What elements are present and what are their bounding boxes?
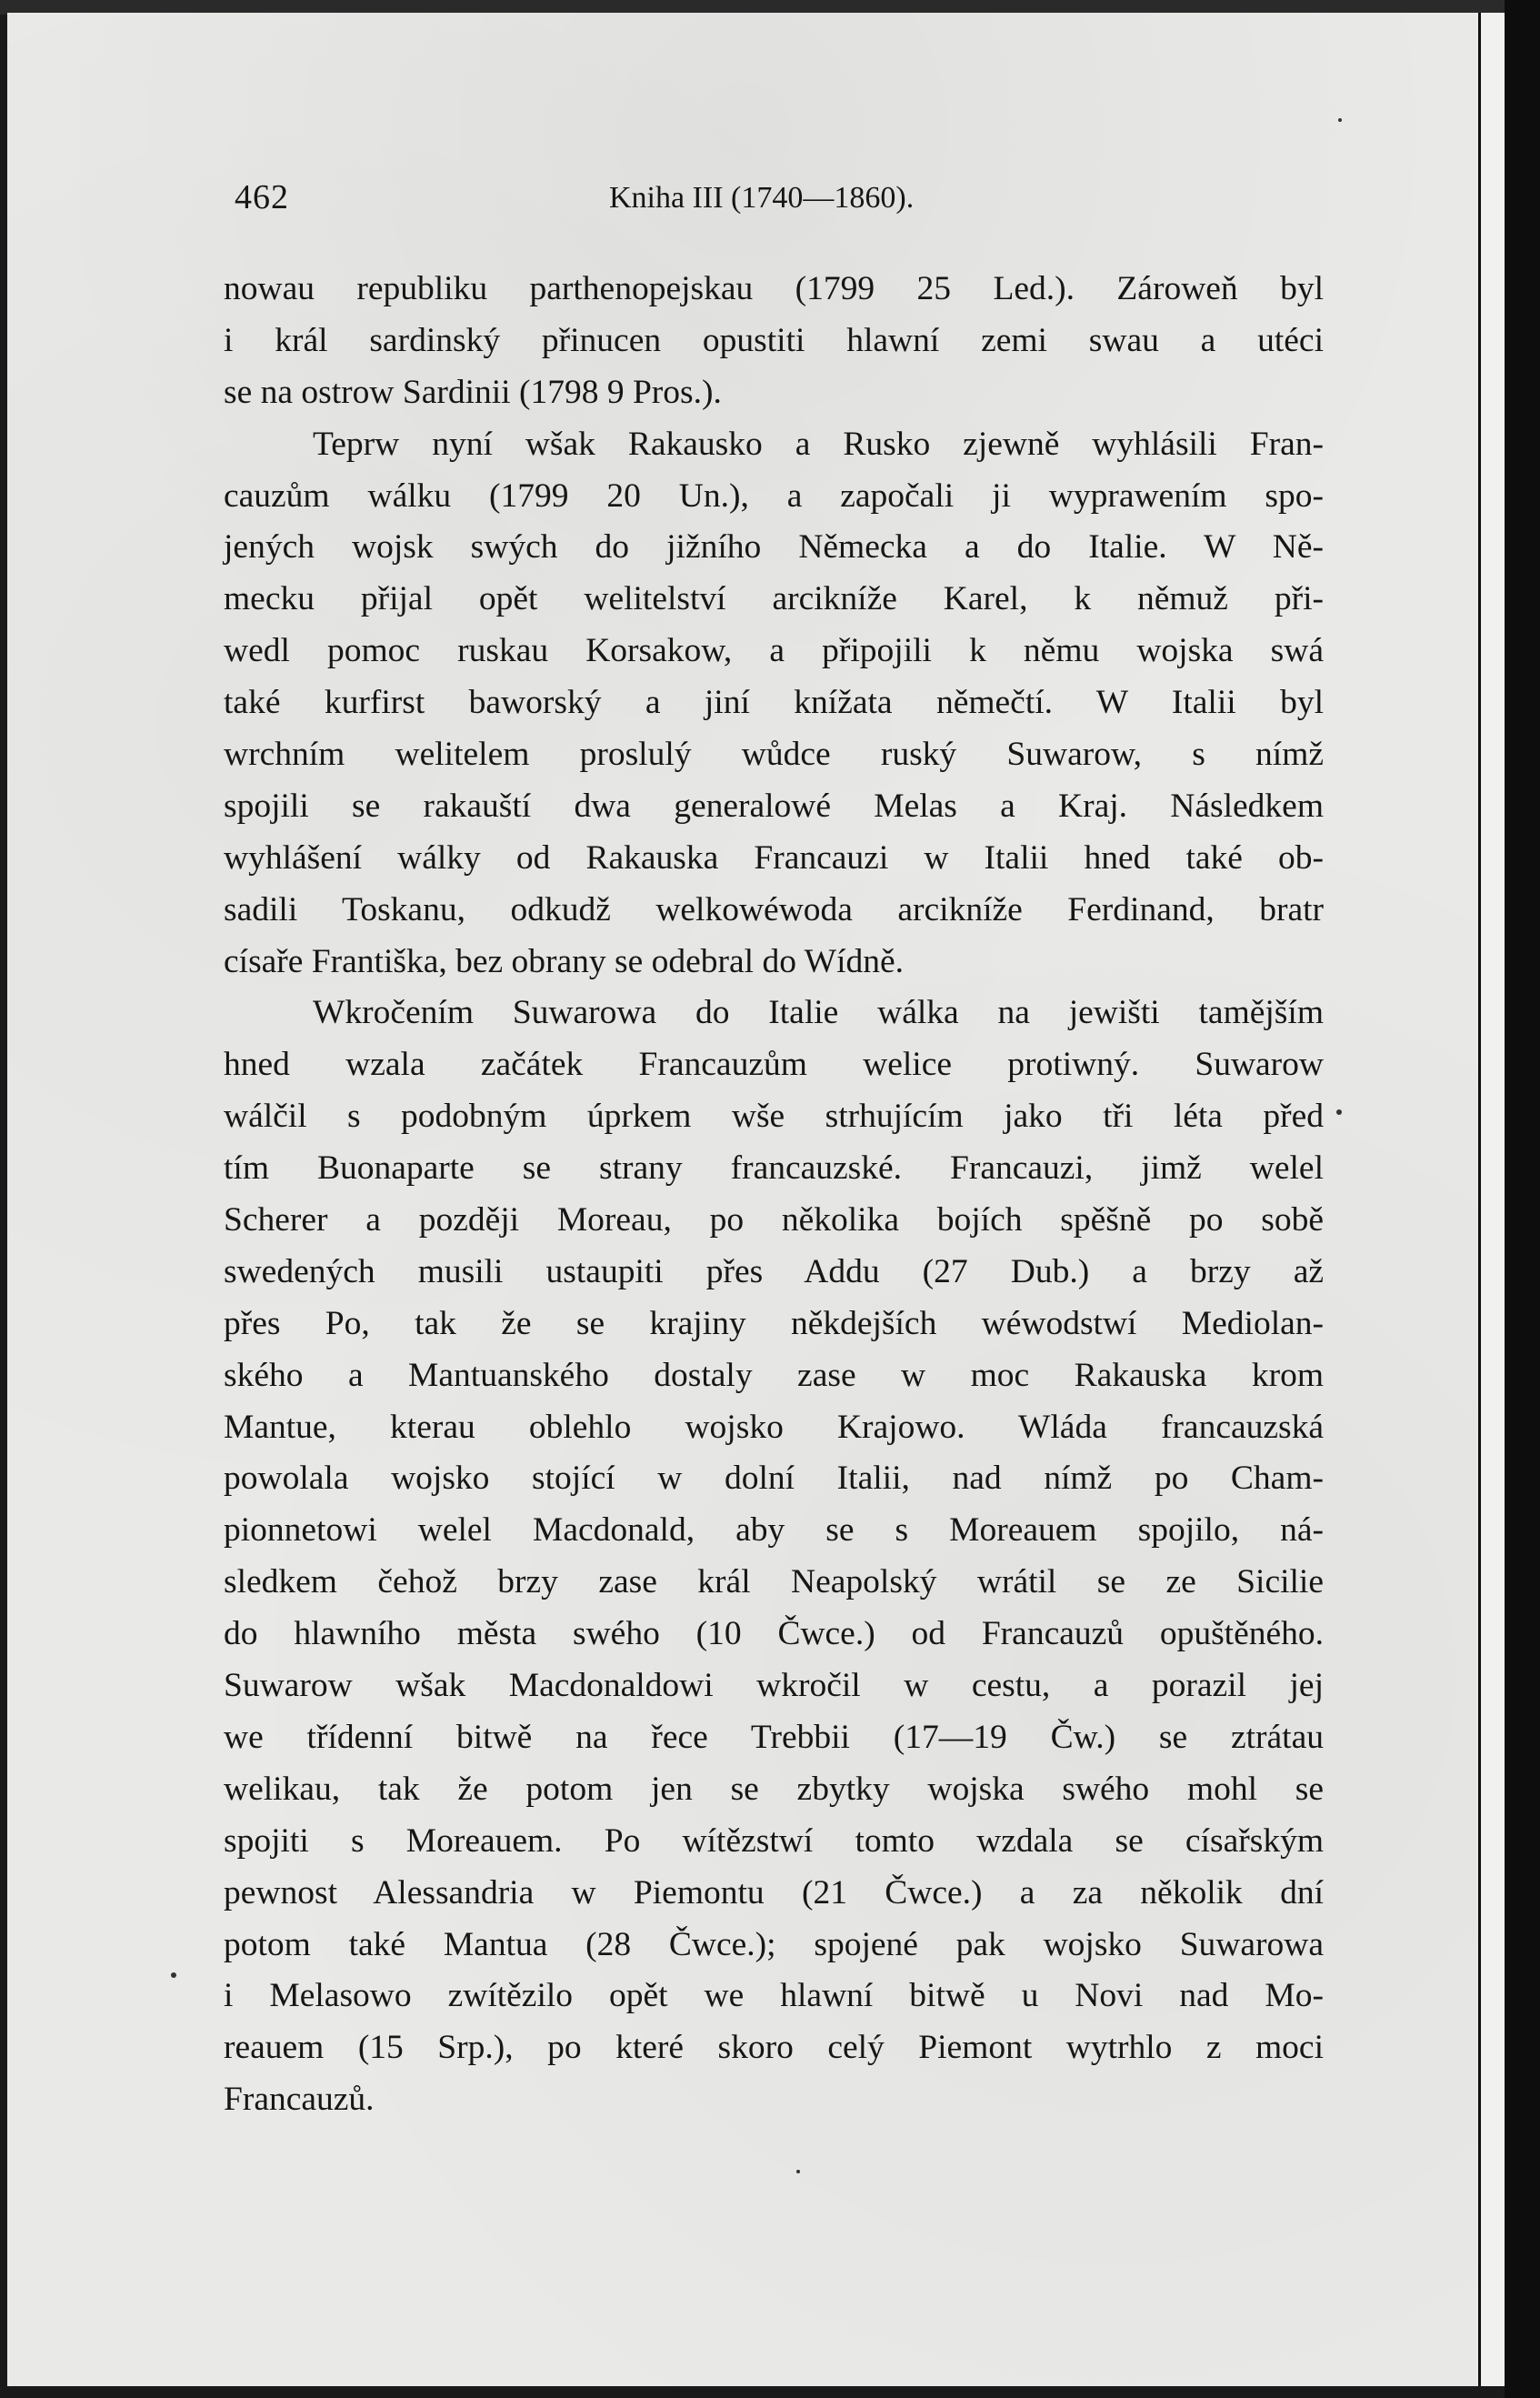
- running-head: Kniha III (1740—1860).: [609, 181, 915, 215]
- dust-speck: [1336, 1109, 1342, 1115]
- text-line: mecku přijal opět welitelství arcikníže Karel, k němuž při-: [224, 580, 1324, 618]
- text-line: Scherer a později Moreau, po několika bojích spěšně po sobě: [224, 1201, 1324, 1239]
- scan-right-border: [1505, 0, 1540, 2398]
- paragraph: [224, 988, 1324, 2126]
- text-line: do hlawního města swého (10 Čwce.) od Francauzů opuštěného.: [224, 1615, 1324, 1653]
- page-header: [235, 177, 1325, 232]
- text-line: spojili se rakauští dwa generalowé Melas a Kraj. Následkem: [224, 787, 1324, 825]
- text-line: tím Buonaparte se strany francauzské. Francauzi, jimž welel: [224, 1149, 1324, 1188]
- text-line: hned wzala začátek Francauzům welice protiwný. Suwarow: [224, 1046, 1324, 1084]
- text-line: také kurfirst baworský a jiní knížata němečtí. W Italii byl: [224, 684, 1324, 722]
- text-line: wrchním welitelem proslulý wůdce ruský Suwarow, s nímž: [224, 736, 1324, 774]
- text-line: pionnetowi welel Macdonald, aby se s Moreauem spojilo, ná-: [224, 1511, 1324, 1550]
- text-line: powolala wojsko stojící w dolní Italii, nad nímž po Cham-: [224, 1460, 1324, 1498]
- text-line: sledkem čehož brzy zase král Neapolský wrátil se ze Sicilie: [224, 1563, 1324, 1601]
- text-line: se na ostrow Sardinii (1798 9 Pros.).: [224, 373, 722, 411]
- page-number: 462: [235, 178, 289, 216]
- paragraph: [224, 264, 1324, 419]
- dust-speck: [171, 1972, 176, 1978]
- text-line: potom také Mantua (28 Čwce.); spojené pak wojsko Suwarowa: [224, 1925, 1324, 1963]
- text-line: přes Po, tak že se krajiny někdejších wéwodstwí Mediolan-: [224, 1304, 1324, 1342]
- page-fold-edge: [1478, 13, 1505, 2386]
- text-line: sadili Toskanu, odkudž welkowéwoda arcikníže Ferdinand, bratr: [224, 890, 1324, 928]
- text-line: we třídenní bitwě na řece Trebbii (17—19 Čw.) se ztrátau: [224, 1718, 1324, 1756]
- text-line: reauem (15 Srp.), po které skoro celý Piemont wytrhlo z moci: [224, 2029, 1324, 2067]
- text-line: Mantue, kterau oblehlo wojsko Krajowo. Wláda francauzská: [224, 1408, 1324, 1446]
- text-line: welikau, tak že potom jen se zbytky wojska swého mohl se: [224, 1770, 1324, 1808]
- text-line: ského a Mantuanského dostaly zase w moc Rakauska krom: [224, 1356, 1324, 1394]
- text-line: Suwarow wšak Macdonaldowi wkročil w cestu, a porazil jej: [224, 1667, 1324, 1705]
- dust-speck: [796, 2170, 800, 2173]
- text-line: Teprw nyní wšak Rakausko a Rusko zjewně wyhlásili Fran-: [313, 425, 1324, 463]
- text-line: wyhlášení wálky od Rakauska Francauzi w Italii hned také ob-: [224, 838, 1324, 877]
- text-line: wálčil s podobným úprkem wše strhujícím jako tři léta před: [224, 1098, 1324, 1136]
- text-line: i král sardinský přinucen opustiti hlawní zemi swau a utéci: [224, 321, 1324, 359]
- text-line: cauzům wálku (1799 20 Un.), a započali ji wyprawením spo-: [224, 477, 1324, 515]
- text-line: wedl pomoc ruskau Korsakow, a připojili k němu wojska swá: [224, 632, 1324, 670]
- text-line: jených wojsk swých do jižního Německa a do Italie. W Ně-: [224, 528, 1324, 567]
- dust-speck: [1338, 118, 1342, 122]
- text-line: Francauzů.: [224, 2081, 375, 2119]
- text-line: Wkročením Suwarowa do Italie wálka na jewišti tamějším: [313, 994, 1324, 1032]
- text-line: císaře Františka, bez obrany se odebral do Wídně.: [224, 942, 905, 980]
- text-line: pewnost Alessandria w Piemontu (21 Čwce.) a za několik dní: [224, 1873, 1324, 1911]
- text-line: i Melasowo zwítězilo opět we hlawní bitwě u Novi nad Mo-: [224, 1977, 1324, 2015]
- text-line: nowau republiku parthenopejskau (1799 25 Led.). Zároweň byl: [224, 270, 1324, 307]
- paragraph: [224, 419, 1324, 988]
- text-line: swedených musili ustaupiti přes Addu (27 Dub.) a brzy až: [224, 1252, 1324, 1290]
- text-line: spojiti s Moreauem. Po wítězstwí tomto wzdala se císařským: [224, 1821, 1324, 1860]
- body-text: [224, 264, 1324, 2126]
